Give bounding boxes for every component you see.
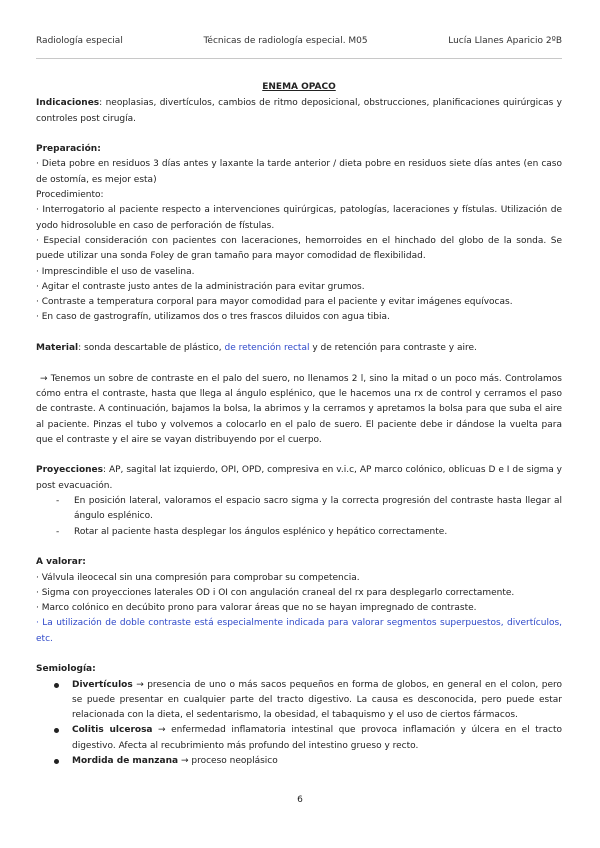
- a-valorar-highlight-line: · La utilización de doble contraste está especialmente indicada para valorar segmentos superpuestos, divertículos, etc.: [36, 618, 562, 644]
- semiologia-term: Colitis ulcerosa: [72, 725, 153, 736]
- a-valorar-heading: A valorar:: [36, 557, 86, 568]
- list-item: - En posición lateral, valoramos el espacio sacro sigma y la correcta progresión del contraste hasta llegar al ángulo esplénico.: [72, 494, 562, 525]
- preparacion-heading: Preparación:: [36, 144, 101, 155]
- bullet-icon: [54, 728, 59, 733]
- header-left: Radiología especial: [36, 36, 123, 46]
- list-item: [72, 678, 562, 724]
- indicaciones-paragraph: [36, 96, 562, 127]
- semiologia-text: → presencia de uno o más sacos pequeños en forma de globos, en general en el colon, pero se puede presentar en cualquier parte del tracto digestivo. La causa es desconocida, pero puede estar relacionada con la dieta, el sedentarismo, la obesidad, el tabaquismo y el uso de ciertos fármacos.: [72, 679, 562, 721]
- header-right: Lucía Llanes Aparicio 2ºB: [448, 36, 562, 46]
- proyecciones-label: Proyecciones: [36, 465, 103, 476]
- list-item: - Rotar al paciente hasta desplegar los ángulos esplénico y hepático correctamente.: [72, 525, 562, 540]
- proyecciones-text: : AP, sagital lat izquierdo, OPI, OPD, compresiva en v.i.c, AP marco colónico, oblicuas D e I de sigma y post evacuación.: [36, 465, 562, 491]
- document-title: ENEMA OPACO: [262, 82, 336, 92]
- header-divider: [36, 58, 562, 59]
- preparacion-label: Preparación: [36, 144, 98, 155]
- preparacion-line: Procedimiento:: [36, 190, 104, 201]
- preparacion-line: · Interrogatorio al paciente respecto a intervenciones quirúrgicas, patologías, laceraciones y fístulas. Utilización de yodo hidrosoluble en caso de perforación de fístulas.: [36, 205, 562, 231]
- document-body: [36, 80, 562, 769]
- bullet-icon: [54, 759, 59, 764]
- a-valorar-label: A valorar: [36, 557, 83, 568]
- material-text-before: : sonda descartable de plástico,: [78, 343, 225, 354]
- procedure-paragraph: → Tenemos un sobre de contraste en el palo del suero, no llenamos 2 l, sino la mitad o un poco más. Controlamos cómo entra el contraste, hasta que llega al ángulo esplénico, que le hacemos una rx de control y cerramos el paso de contraste. A continuación, bajamos la bolsa, la abrimos y la cerramos y apretamos la bolsa para que suba el aire al paciente. Pinzas el tubo y volvemos a colocarlo en el palo de suero. El paciente debe ir dándose la vuelta para que el contraste y el aire se vayan distribuyendo por el cuerpo.: [36, 373, 562, 445]
- semiologia-term: Divertículos: [72, 679, 133, 690]
- semiologia-text: → proceso neoplásico: [178, 756, 278, 767]
- semiologia-label: Semiología: [36, 664, 93, 675]
- preparacion-line: · Dieta pobre en residuos 3 días antes y laxante la tarde anterior / dieta pobre en residuos siete días antes (en caso de ostomía, es mejor esta): [36, 159, 562, 185]
- material-text-after: y de retención para contraste y aire.: [309, 343, 477, 354]
- preparacion-line: · En caso de gastrografín, utilizamos dos o tres frascos diluidos con agua tibia.: [36, 312, 390, 323]
- preparacion-line: · Especial consideración con pacientes con laceraciones, hemorroides en el hinchado del globo de la sonda. Se puede utilizar una sonda Foley de gran tamaño para mayor comodidad de flexibilidad.: [36, 235, 562, 262]
- indicaciones-label: Indicaciones: [36, 98, 100, 109]
- a-valorar-line: · Sigma con proyecciones laterales OD i OI con angulación craneal del rx para desplegarlo correctamente.: [36, 587, 515, 598]
- material-label: Material: [36, 343, 79, 354]
- preparacion-line: · Contraste a temperatura corporal para mayor comodidad para el paciente y evitar imágenes equívocas.: [36, 297, 513, 308]
- proyecciones-list: [36, 494, 562, 540]
- list-item: [72, 754, 562, 769]
- a-valorar-line: · Marco colónico en decúbito prono para valorar áreas que no se hayan impregnado de contraste.: [36, 603, 477, 614]
- page-header: [36, 36, 562, 46]
- semiologia-term: Mordida de manzana: [72, 756, 179, 767]
- bullet-icon: [54, 683, 59, 688]
- material-highlight: de retención rectal: [224, 343, 310, 354]
- indicaciones-text: : neoplasias, divertículos, cambios de ritmo deposicional, obstrucciones, planificaciones quirúrgicas y controles post cirugía.: [36, 98, 562, 124]
- page-number: 6: [297, 795, 303, 805]
- list-item-text: Rotar al paciente hasta desplegar los ángulos esplénico y hepático correctamente.: [74, 526, 448, 537]
- list-item: [72, 723, 562, 754]
- material-paragraph: [36, 341, 562, 356]
- proyecciones-paragraph: [36, 463, 562, 494]
- semiologia-text: → enfermedad inflamatoria intestinal que provoca inflamación y úlcera en el tracto digestivo. Afecta al recubrimiento más profundo del intestino grueso y recto.: [72, 725, 562, 751]
- a-valorar-line: · Válvula ileocecal sin una compresión para comprobar su competencia.: [36, 572, 360, 583]
- semiologia-list: [36, 678, 562, 770]
- preparacion-line: · Imprescindible el uso de vaselina.: [36, 266, 195, 277]
- header-center: Técnicas de radiología especial. M05: [203, 36, 368, 46]
- semiologia-heading: Semiología:: [36, 664, 96, 675]
- list-item-text: En posición lateral, valoramos el espacio sacro sigma y la correcta progresión del contraste hasta llegar al ángulo esplénico.: [74, 496, 562, 522]
- preparacion-line: · Agitar el contraste justo antes de la administración para evitar grumos.: [36, 281, 365, 292]
